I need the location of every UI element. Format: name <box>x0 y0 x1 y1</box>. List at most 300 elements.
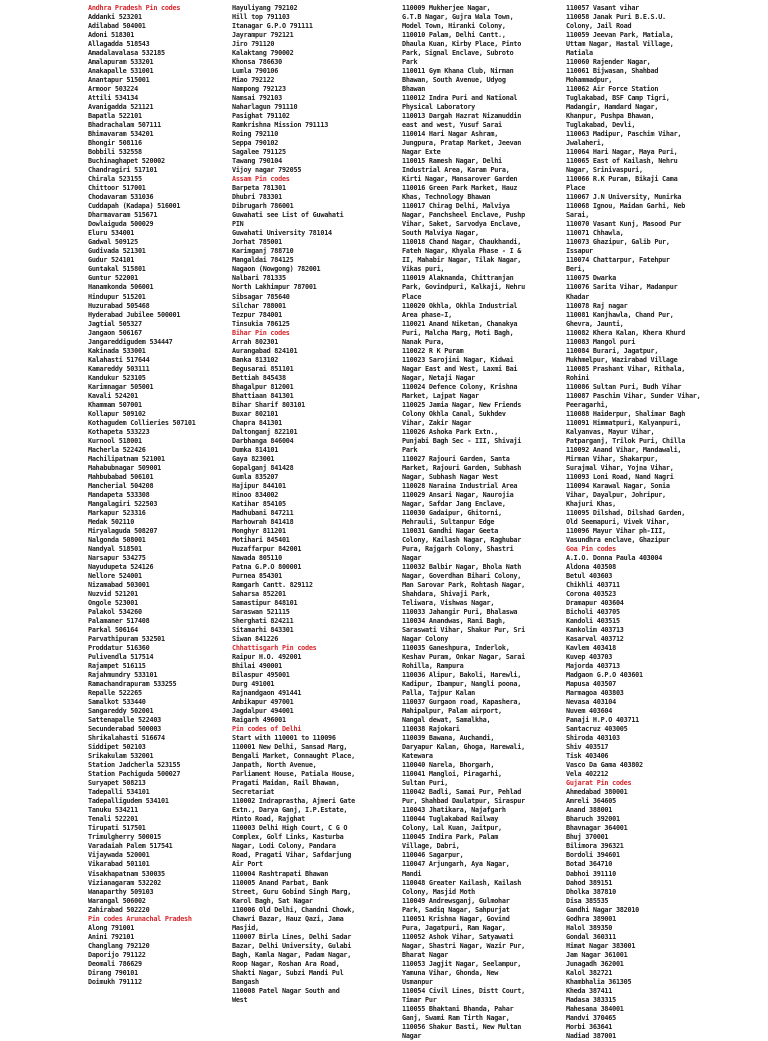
directory-entry: 110065 East of Kailash, Nehru <box>566 157 678 166</box>
directory-entry: Daltonganj 822101 <box>232 427 298 436</box>
directory-entry: Tinsukia 786125 <box>232 319 290 328</box>
directory-entry: Peeragarhi, <box>566 400 609 409</box>
directory-entry: Bordoli 394601 <box>566 851 620 860</box>
directory-entry: 110053 Jagjit Nagar, Seelampur, <box>402 959 522 968</box>
directory-entry: 110024 Defence Colony, Krishna <box>402 382 518 391</box>
directory-entry: Kalyanvas, Mayur Vihar, <box>566 427 655 436</box>
directory-entry: 110049 Andrewsganj, Gulmohar <box>402 896 510 905</box>
directory-entry: Ramachandrapuram 533255 <box>88 680 177 689</box>
directory-entry: Jwalaheri, <box>566 139 605 148</box>
directory-entry: Uttam Nagar, Hastal Village, <box>566 40 674 49</box>
directory-entry: Parvathipuram 532501 <box>88 635 165 644</box>
directory-entry: 110091 Himmatpuri, Kalyanpuri, <box>566 418 682 427</box>
directory-entry: Jagdalpur 494001 <box>232 707 294 716</box>
directory-entry: Bharat Nagar <box>402 950 449 959</box>
directory-entry: Vijoy nagar 792055 <box>232 166 302 175</box>
directory-entry: Bhattiaan 841301 <box>232 391 294 400</box>
directory-entry: Zahirabad 502220 <box>88 905 150 914</box>
directory-entry: 110061 Bijwasan, Shahbad <box>566 67 659 76</box>
directory-entry: 110015 Ramesh Nagar, Delhi <box>402 157 502 166</box>
directory-entry: Nagar, Panchsheel Enclave, Pushp <box>402 211 525 220</box>
directory-entry: 110083 Mangol puri <box>566 337 636 346</box>
directory-entry: Janpath, North Avenue, <box>232 761 317 770</box>
directory-entry: Nalgonda 508001 <box>88 535 146 544</box>
directory-entry: 110055 Bhaktani Bhanda, Pahar <box>402 1004 514 1013</box>
directory-entry: Shiroda 403103 <box>566 734 620 743</box>
directory-entry: Dahod 389151 <box>566 878 613 887</box>
directory-entry: Jayrampur 792121 <box>232 31 294 40</box>
directory-entry: Changlang 792120 <box>88 941 150 950</box>
directory-entry: Shahdara, Shivaji Park, <box>402 590 491 599</box>
directory-entry: 110004 Rashtrapati Bhawan <box>232 869 329 878</box>
directory-entry: 110096 Mayur Vihar ph-III, <box>566 526 666 535</box>
directory-entry: Market, Rajouri Garden, Subhash <box>402 463 522 472</box>
directory-entry: Issapur <box>566 247 593 256</box>
directory-entry: 110018 Chand Nagar, Chaukhandi, <box>402 238 522 247</box>
directory-entry: Mandvi 370465 <box>566 1013 616 1022</box>
directory-entry: Kuvep 403703 <box>566 653 613 662</box>
directory-entry: Madasa 383315 <box>566 995 616 1004</box>
directory-entry: Mahesana 384001 <box>566 1004 624 1013</box>
directory-entry: Bharuch 392001 <box>566 815 620 824</box>
directory-entry: Bhawan, South Avenue, Udyog <box>402 76 506 85</box>
directory-entry: Tisk 403406 <box>566 752 609 761</box>
directory-entry: 110088 Haiderpur, Shalimar Bagh <box>566 409 686 418</box>
directory-entry: 110051 Krishna Nagar, Govind <box>402 914 510 923</box>
directory-entry: 110008 Patel Nagar South and <box>232 986 340 995</box>
directory-entry: Physical Laboratory <box>402 103 475 112</box>
directory-entry: Machilipatnam 521001 <box>88 454 165 463</box>
directory-entry: Mancherial 504208 <box>88 481 154 490</box>
directory-entry: Kollapur 509102 <box>88 409 146 418</box>
directory-entry: 110047 Arjungarh, Aya Nagar, <box>402 860 510 869</box>
directory-entry: Chikhli 403711 <box>566 581 620 589</box>
directory-entry: 110070 Vasant Kunj, Masood Pur <box>566 220 682 229</box>
directory-entry: Himat Nagar 383001 <box>566 941 636 950</box>
directory-entry: 110063 Madipur, Paschim Vihar, <box>566 130 682 139</box>
directory-entry: Colony, Lal Kuan, Jaitpur, <box>402 824 502 833</box>
directory-entry: Patna G.P.O 800001 <box>232 562 302 571</box>
directory-entry: Gondal 360311 <box>566 932 616 941</box>
directory-entry: Raipur H.O. 492001 <box>232 653 302 662</box>
directory-entry: Proddatur 516360 <box>88 644 150 653</box>
directory-entry: 110010 Palam, Delhi Cantt., <box>402 31 506 40</box>
directory-entry: Shrikalahasti 516674 <box>88 734 165 743</box>
directory-entry: 110066 R.K Puram, Bikaji Cama <box>566 175 678 184</box>
directory-entry: Muzaffarpur 842001 <box>232 544 302 553</box>
directory-entry: Vela 402212 <box>566 770 609 779</box>
directory-entry: Parliament House, Patiala House, <box>232 770 355 779</box>
directory-entry: Anantapur 515001 <box>88 76 150 85</box>
directory-entry: Bhilai 490001 <box>232 662 282 671</box>
directory-entry: 110036 Alipur, Bakoli, Harewli, <box>402 671 522 680</box>
directory-entry: Gaya 823001 <box>232 454 275 463</box>
directory-entry: Colony Okhla Canal, Sukhdev <box>402 409 506 418</box>
directory-entry: Junagadh 362001 <box>566 959 624 968</box>
directory-entry: Park, Govindpuri, Kalkaji, Nehru <box>402 283 525 292</box>
directory-entry: Varadaiah Palem 517541 <box>88 842 173 851</box>
directory-entry: Nellore 524001 <box>88 571 142 580</box>
directory-entry: Park <box>402 445 418 454</box>
directory-entry: West <box>232 995 248 1004</box>
directory-entry: 110086 Sultan Puri, Budh Vihar <box>566 382 682 391</box>
directory-entry: 110013 Dargah Hazrat Nizamuddin <box>402 112 522 121</box>
directory-entry: Guntur 522001 <box>88 274 138 283</box>
directory-entry: Guwahati see List of Guwahati <box>232 211 344 220</box>
directory-entry: Saraswati Vihar, Shakur Pur, Sri <box>402 626 525 635</box>
directory-entry: Karimnagar 505001 <box>88 382 154 391</box>
directory-entry: 110009 Mukherjee Nagar, <box>402 4 491 12</box>
directory-entry: Hill top 791103 <box>232 13 290 22</box>
directory-entry: Sarai, <box>566 211 590 220</box>
directory-entry: Arrah 802301 <box>232 337 279 346</box>
directory-entry: A.I.O. Donna Paula 403004 <box>566 553 663 562</box>
directory-entry: Kalol 382721 <box>566 968 613 977</box>
directory-entry: Tanuku 534211 <box>88 806 138 815</box>
directory-entry: 110040 Narela, Bhorgarh, <box>402 761 495 770</box>
directory-entry: 110085 Prashant Vihar, Rithala, <box>566 364 686 373</box>
directory-entry: 110037 Gurgaon road, Kapashera, <box>402 698 522 707</box>
directory-entry: 110003 Delhi High Court, C G O <box>232 824 348 833</box>
directory-entry: 110014 Hari Nagar Ashram, <box>402 130 499 139</box>
directory-entry: Dibrugarh 786001 <box>232 202 294 211</box>
directory-entry: Medak 502110 <box>88 517 135 526</box>
directory-entry: Nagaon (Nowgong) 782001 <box>232 265 321 274</box>
directory-entry: Jagtial 505327 <box>88 319 142 328</box>
directory-entry: 110081 Kanjhawla, Chand Pur, <box>566 310 674 319</box>
directory-entry: Suryapet 508213 <box>88 779 146 788</box>
directory-entry: Warangal 506002 <box>88 896 146 905</box>
directory-entry: Colony, Masjid Moth <box>402 887 475 896</box>
directory-entry: 110075 Dwarka <box>566 274 616 283</box>
directory-entry: Allagadda 518543 <box>88 40 150 49</box>
directory-entry: Bhavnagar 364001 <box>566 824 628 833</box>
directory-entry: 110071 Chhawla, <box>566 229 624 238</box>
directory-entry: Tezpur 784001 <box>232 310 282 319</box>
directory-entry: Eluru 534001 <box>88 229 135 238</box>
directory-entry: Samalkot 533440 <box>88 698 146 707</box>
directory-entry: Disa 385535 <box>566 896 609 905</box>
directory-entry: Madgaon G.P.O 403601 <box>566 671 643 680</box>
directory-entry: Area phase-I, <box>402 310 452 319</box>
directory-entry: Namsai 792103 <box>232 94 282 103</box>
directory-entry: 110031 Gandhi Nagar Geeta <box>402 526 499 535</box>
directory-entry: North Lakhimpur 787001 <box>232 283 317 292</box>
directory-entry: Ahmedabad 380001 <box>566 788 628 797</box>
directory-entry: II, Mahabir Nagar, Tilak Nagar, <box>402 256 522 265</box>
directory-entry: Kadipur, Ibampur, Nangli poona, <box>402 680 522 689</box>
directory-entry: Sitamarhi 843301 <box>232 626 294 635</box>
directory-entry: 110058 Janak Puri B.E.S.U. <box>566 13 666 22</box>
directory-entry: Marhowrah 841418 <box>232 517 294 526</box>
directory-entry: 110030 Gadaipur, Ghitorni, <box>402 508 502 517</box>
directory-entry: Nalbari 781335 <box>232 274 286 283</box>
directory-entry: Buxar 802101 <box>232 409 279 418</box>
directory-entry: Road, Pragati Vihar, Safdarjung <box>232 851 352 860</box>
directory-entry: Nagar, Srinivaspuri, <box>566 166 643 175</box>
directory-entry: Miao 792122 <box>232 76 275 85</box>
directory-entry: 110057 Vasant vihar <box>566 4 639 12</box>
directory-entry: Raigarh 496001 <box>232 716 286 725</box>
directory-entry: Jungpura, Pratap Market, Jeevan <box>402 139 522 148</box>
directory-entry: 110073 Ghazipur, Galib Pur, <box>566 238 670 247</box>
directory-entry: Dhaula Kuan, Kirby Place, Pinto <box>402 40 522 49</box>
directory-entry: Hyderabad Jubilee 500001 <box>88 310 181 319</box>
directory-entry: Street, Guru Gobind Singh Marg, <box>232 887 352 896</box>
directory-entry: Miryalaguda 508207 <box>88 526 158 535</box>
directory-entry: Amreli 364605 <box>566 797 616 806</box>
directory-entry: 110042 Badli, Samai Pur, Pehlad <box>402 788 522 797</box>
directory-entry: Morbi 363641 <box>566 1022 613 1031</box>
directory-entry: Nagar, Safdar Jang Enclave, <box>402 499 506 508</box>
directory-entry: Pura, Rajgarh Colony, Shastri <box>402 544 514 553</box>
directory-entry: Addanki 523201 <box>88 13 142 22</box>
directory-entry: Jangaon 506167 <box>88 328 142 337</box>
directory-entry: 110043 Jhatikara, Najafgarh <box>402 806 506 815</box>
directory-entry: Vihar, Dayalpur, Johripur, <box>566 490 666 499</box>
directory-entry: Sherghati 824211 <box>232 617 294 626</box>
directory-entry: Panaji H.P.O 403711 <box>566 716 639 725</box>
directory-entry: Nagar, Goverdhan Bihari Colony, <box>402 571 522 580</box>
directory-entry: Keshav Puram, Onkar Nagar, Sarai <box>402 653 525 662</box>
directory-entry: Vijaywada 520001 <box>88 851 150 860</box>
section-heading: Assam Pin codes <box>232 175 290 184</box>
directory-entry: Hayuliyang 792102 <box>232 4 298 12</box>
directory-entry: Nevasa 403104 <box>566 698 616 707</box>
directory-entry: Chirala 523155 <box>88 175 142 184</box>
directory-entry: Saharsa 852201 <box>232 590 286 599</box>
directory-entry: Jangareddigudem 534447 <box>88 337 173 346</box>
directory-entry: Kankolim 403713 <box>566 626 624 635</box>
directory-entry: Macherla 522426 <box>88 445 146 454</box>
directory-entry: Kavlem 403418 <box>566 644 616 653</box>
directory-entry: Rajnandgaon 491441 <box>232 689 302 698</box>
directory-entry: Repalle 522265 <box>88 689 142 698</box>
directory-entry: Market, Lajpat Nagar <box>402 391 479 400</box>
directory-entry: South Malviya Nagar, <box>402 229 479 238</box>
directory-entry: Trimulgherry 500015 <box>88 833 161 842</box>
directory-entry: Shakti Nagar, Subzi Mandi Pul <box>232 968 344 977</box>
directory-entry: 110016 Green Park Market, Hauz <box>402 184 518 193</box>
directory-entry: Colony, Kailash Nagar, Raghubar <box>402 535 522 544</box>
directory-entry: Bapatla 522101 <box>88 112 142 121</box>
directory-entry: Bhadrachalam 507111 <box>88 121 161 130</box>
directory-entry: 110022 R K Puram <box>402 346 464 355</box>
directory-entry: Kasarval 403712 <box>566 635 624 644</box>
directory-entry: Rajahmundry 533101 <box>88 671 158 680</box>
directory-entry: Purnea 854301 <box>232 571 282 580</box>
directory-entry: Bicholi 403705 <box>566 608 620 617</box>
directory-entry: 110048 Greater Kailash, Kailash <box>402 878 522 887</box>
directory-entry: 110039 Bawana, Auchandi, <box>402 734 495 743</box>
directory-entry: Santacruz 403005 <box>566 725 628 734</box>
directory-entry: Bilaspur 495001 <box>232 671 290 680</box>
directory-entry: Buchinaghapet 520002 <box>88 157 165 166</box>
directory-entry: Sangareddy 502001 <box>88 707 154 716</box>
directory-entry: Katewara <box>402 752 433 761</box>
directory-entry: Amalapuram 533201 <box>88 58 154 67</box>
directory-entry: Patparganj, Trilok Puri, Chilla <box>566 436 686 445</box>
directory-entry: Bihar Sharif 803101 <box>232 400 305 409</box>
directory-entry: Nagar, Netaji Nagar <box>402 373 475 382</box>
directory-entry: Tadepalligudem 534101 <box>88 797 169 806</box>
section-heading: Chhattisgarh Pin codes <box>232 644 317 653</box>
directory-entry: 110006 Old Delhi, Chandni Chowk, <box>232 905 355 914</box>
directory-entry: Karol Bagh, Sat Nagar <box>232 896 313 905</box>
directory-entry: Bobbili 532558 <box>88 148 142 157</box>
directory-entry: Majorda 403713 <box>566 662 620 671</box>
directory-entry: Man Sarovar Park, Rohtash Nagar, <box>402 581 525 589</box>
directory-entry: PIN <box>232 220 244 229</box>
directory-entry: Nagar East and West, Laxmi Bai <box>402 364 518 373</box>
directory-entry: 110094 Karawal Nagar, Sonia <box>566 481 670 490</box>
directory-entry: 110087 Paschim Vihar, Sunder Vihar, <box>566 391 701 400</box>
directory-entry: Pur, Shahbad Daulatpur, Siraspur <box>402 797 525 806</box>
directory-entry: Puri, Malcha Marg, Moti Bagh, <box>402 328 514 337</box>
directory-entry: Karimganj 788710 <box>232 247 294 256</box>
directory-entry: 110056 Shakur Basti, New Multan <box>402 1022 522 1031</box>
directory-entry: Bangash <box>232 977 259 986</box>
directory-entry: Srikakulam 532001 <box>88 752 154 761</box>
directory-entry: Shiv 403517 <box>566 743 609 752</box>
directory-entry: Sibsagar 785640 <box>232 292 290 301</box>
directory-entry: Khonsa 786630 <box>232 58 282 67</box>
directory-entry: Tenali 522201 <box>88 815 138 824</box>
directory-entry: Kandukur 523105 <box>88 373 146 382</box>
directory-entry: Jiro 791120 <box>232 40 275 49</box>
directory-entry: Mehrauli, Sultanpur Edge <box>402 517 495 526</box>
directory-entry: Punjabi Bagh Sec - III, Shivaji <box>402 436 522 445</box>
directory-entry: Mahabubnagar 509001 <box>88 463 161 472</box>
directory-entry: Aurangabad 824101 <box>232 346 298 355</box>
directory-entry: Halol 389350 <box>566 923 613 932</box>
section-heading: Gujarat Pin codes <box>566 779 632 788</box>
directory-entry: Vikarabad 501101 <box>88 860 150 869</box>
directory-entry: Kamareddy 503111 <box>88 364 150 373</box>
directory-entry: Daryapur Kalan, Ghoga, Harewali, <box>402 743 525 752</box>
directory-entry: Nagar <box>402 1031 422 1040</box>
directory-entry: Darbhanga 846004 <box>232 436 294 445</box>
directory-entry: Mangalagiri 522503 <box>88 499 158 508</box>
directory-entry: 110005 Anand Parbat, Bank <box>232 878 329 887</box>
directory-entry: Marmagoa 403803 <box>566 689 624 698</box>
directory-entry: Gudivada 521301 <box>88 247 146 256</box>
directory-entry: Nampong 792123 <box>232 85 286 94</box>
directory-entry: Khajuri Khas, <box>566 499 616 508</box>
directory-entry: Dholka 387810 <box>566 887 616 896</box>
directory-entry: 110038 Rajokari <box>402 725 460 734</box>
directory-entry: Ghevra, Jaunti, <box>566 319 624 328</box>
directory-entry: 110011 Gym Khana Club, Nirman <box>402 67 514 76</box>
directory-entry: Kalaktang 790002 <box>232 49 294 58</box>
directory-entry: Gopalganj 841428 <box>232 463 294 472</box>
directory-entry: Secretariat <box>232 788 275 797</box>
directory-entry: 110093 Loni Road, Nand Nagri <box>566 472 674 481</box>
directory-entry: Surajmal Vihar, Yojna Vihar, <box>566 463 674 472</box>
section-heading: Bihar Pin codes <box>232 328 290 337</box>
directory-entry: 110044 Tuglakabad Railway <box>402 815 499 824</box>
directory-entry: Jorhat 785001 <box>232 238 282 247</box>
directory-entry: Kothapeta 533223 <box>88 427 150 436</box>
directory-entry: Nagar Colony <box>402 635 449 644</box>
directory-entry: Fateh Nagar, Khyala Phase - I & <box>402 247 522 256</box>
directory-entry: Adilabad 504001 <box>88 22 146 31</box>
directory-entry: Khammam 507001 <box>88 400 142 409</box>
directory-entry: Betul 403603 <box>566 571 613 580</box>
directory-entry: Chandragiri 517101 <box>88 166 158 175</box>
directory-entry: 110028 Naraina Industrial Area <box>402 481 518 490</box>
directory-entry: Hindupur 515201 <box>88 292 146 301</box>
directory-entry: Roing 792110 <box>232 130 279 139</box>
directory-entry: Hinoo 834002 <box>232 490 279 499</box>
directory-entry: 110023 Sarojini Nagar, Kidwai <box>402 355 514 364</box>
section-heading: Pin codes Arunachal Pradesh <box>88 914 192 923</box>
directory-entry: Sagalee 791125 <box>232 148 286 157</box>
directory-entry: Itanagar G.P.O 791111 <box>232 22 313 31</box>
directory-entry: Nanak Pura, <box>402 337 445 346</box>
directory-entry: Siddipet 502103 <box>88 743 146 752</box>
directory-entry: Bhongir 508116 <box>88 139 142 148</box>
directory-entry: Mapusa 403507 <box>566 680 616 689</box>
directory-entry: Vikas puri, <box>402 265 445 274</box>
directory-entry: Madangir, Hamdard Nagar, <box>566 103 659 112</box>
directory-entry: Naharlagun 791110 <box>232 103 298 112</box>
directory-entry: Air Port <box>232 860 263 869</box>
directory-entry: Roop Nagar, Roshan Ara Road, <box>232 959 340 968</box>
directory-entry: Bazar, Delhi University, Gulabi <box>232 941 352 950</box>
directory-entry: 110082 Khera Kalan, Khera Khurd <box>566 328 686 337</box>
directory-entry: Bhagalpur 812001 <box>232 382 294 391</box>
directory-entry: Nagar <box>402 553 422 562</box>
directory-entry: Aldona 403508 <box>566 562 616 571</box>
directory-entry: 110041 Mangloi, Piragarhi, <box>402 770 502 779</box>
directory-entry: Mahbubabad 506101 <box>88 472 154 481</box>
directory-entry: Kalahasti 517644 <box>88 355 150 364</box>
directory-entry: Nawada 805110 <box>232 553 282 562</box>
directory-entry: 110033 Jahangir Puri, Bhalaswa <box>402 608 518 617</box>
directory-entry: Kheda 387411 <box>566 986 613 995</box>
directory-entry: Dirang 790101 <box>88 968 138 977</box>
directory-entry: Seppa 790102 <box>232 139 279 148</box>
directory-entry: Bilimora 396321 <box>566 842 624 851</box>
directory-entry: Model Town, Hiranki Colony, <box>402 22 506 31</box>
directory-entry: Park <box>402 58 418 67</box>
directory-entry: Markapur 523316 <box>88 508 146 517</box>
directory-entry: Attili 534134 <box>88 94 138 103</box>
directory-entry: Gandhi Nagar 382010 <box>566 905 639 914</box>
directory-entry: 110045 Indira Park, Palam <box>402 833 499 842</box>
section-heading: Andhra Pradesh Pin codes <box>88 4 181 12</box>
directory-entry: 110035 Ganeshpura, Inderlok, <box>402 644 510 653</box>
directory-entry: Teliwara, Vishwas Nagar, <box>402 599 495 608</box>
directory-entry: 110052 Ashok Vihar, Satyawati <box>402 932 514 941</box>
directory-entry: 110060 Rajender Nagar, <box>566 58 651 67</box>
directory-entry: Nagar, Subhash Nagar West <box>402 472 499 481</box>
directory-entry: Park, Sadiq Nagar, Sahpurjat <box>402 905 510 914</box>
directory-entry: 110027 Rajouri Garden, Santa <box>402 454 510 463</box>
directory-entry: Anini 792101 <box>88 932 135 941</box>
directory-entry: Anakapalle 531001 <box>88 67 154 76</box>
directory-entry: Durg 491001 <box>232 680 275 689</box>
directory-entry: Silchar 788001 <box>232 301 286 310</box>
directory-entry: Khas, Technology Bhawan <box>402 193 491 202</box>
directory-entry: Huzurabad 505468 <box>88 301 150 310</box>
directory-entry: Jam Nagar 361001 <box>566 950 628 959</box>
directory-entry: Visakhapatnam 530035 <box>88 869 165 878</box>
section-heading: Pin codes of Delhi <box>232 725 302 734</box>
directory-entry: Ongole 523001 <box>88 599 138 608</box>
directory-entry: Barpeta 781301 <box>232 184 286 193</box>
